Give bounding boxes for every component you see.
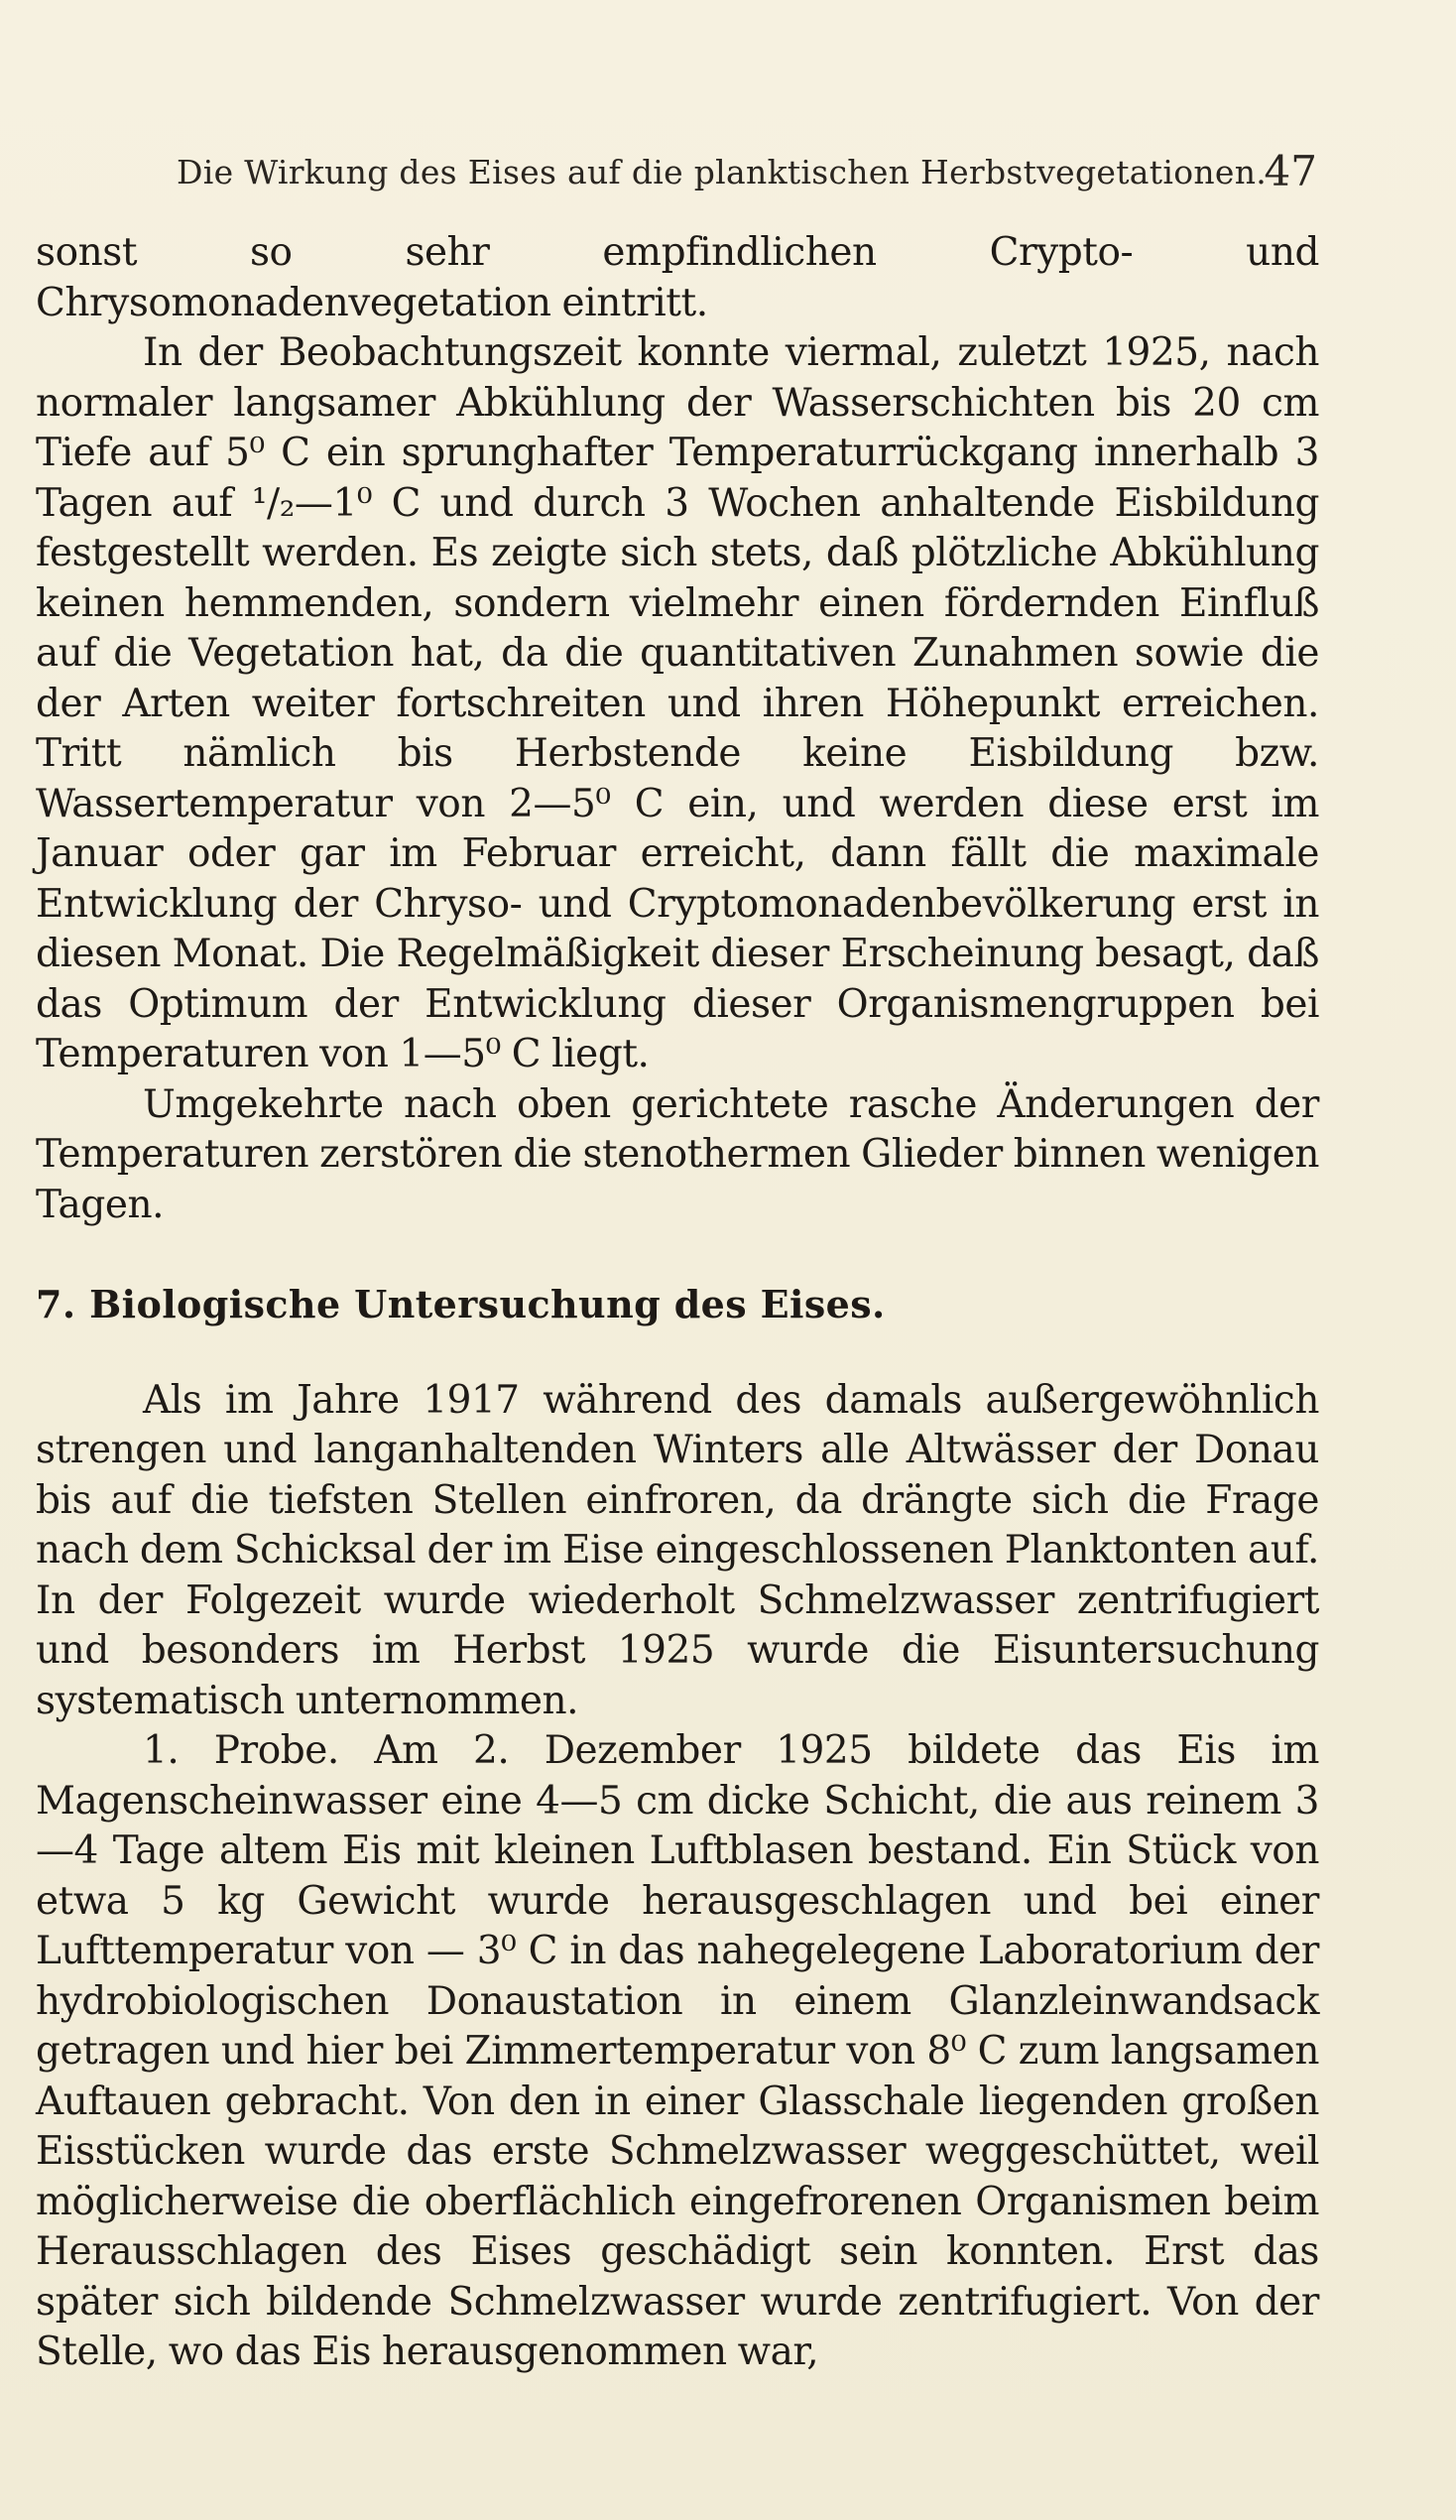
section-heading: 7. Biologische Untersuchung des Eises. bbox=[36, 1282, 886, 1326]
paragraph-sample-1: 1. Probe. Am 2. Dezember 1925 bildete das Eis im Magenscheinwasser eine 4—5 cm dicke Schicht, die aus reinem 3—4 Tage altem Eis mit kleinen Luftblasen bestand. Ein Stück von etwa 5 kg Gewicht wurde herausgeschlagen und bei einer Lufttemperatur von — 3⁰ C in das nahegelegene Laboratorium der hydrobiologischen Donaustation in einem Glanzleinwandsack getragen und hier bei Zimmertemperatur von 8⁰ C zum langsamen Auftauen gebracht. Von den in einer Glasschale liegenden großen Eisstücken wurde das erste Schmelzwasser weggeschüttet, weil möglicherweise die oberflächlich eingefrorenen Organismen beim Herausschlagen des Eises geschädigt sein konnten. Erst das später sich bildende Schmelzwasser wurde zentrifugiert. Von der Stelle, wo das Eis herausgenommen war, bbox=[36, 1728, 1319, 2374]
running-title: Die Wirkung des Eises auf die planktischen Herbstvegetationen. bbox=[177, 153, 1268, 191]
paragraph-continuation: sonst so sehr empfindlichen Crypto- und Chrysomonadenvegetation eintritt. bbox=[36, 230, 1319, 325]
page-number: 47 bbox=[1264, 147, 1317, 195]
paragraph-observation: In der Beobachtungszeit konnte viermal, zuletzt 1925, nach normaler langsamer Abkühlung der Wasserschichten bis 20 cm Tiefe auf 5⁰ C ein sprunghafter Temperaturrückgang innerhalb 3 Tagen auf ¹/₂—1⁰ C und durch 3 Wochen anhaltende Eisbildung festgestellt werden. Es zeigte sich stets, daß plötzliche Abkühlung keinen hemmenden, sondern vielmehr einen fördernden Einfluß auf die Vegetation hat, da die quantitativen Zunahmen sowie die der Arten weiter fortschreiten und ihren Höhepunkt erreichen. Tritt nämlich bis Herbstende keine Eisbildung bzw. Wassertemperatur von 2—5⁰ C ein, und werden diese erst im Januar oder gar im Februar erreicht, dann fällt die maximale Entwicklung der Chryso- und Cryptomonadenbevölkerung erst in diesen Monat. Die Regelmäßigkeit dieser Erscheinung besagt, daß das Optimum der Entwicklung dieser Organismengruppen bei Temperaturen von 1—5⁰ C liegt. bbox=[36, 330, 1319, 1076]
page-body bbox=[36, 228, 1319, 2378]
paragraph-ice-history: Als im Jahre 1917 während des damals außergewöhnlich strengen und langanhaltenden Winters alle Altwässer der Donau bis auf die tiefsten Stellen einfroren, da drängte sich die Frage nach dem Schicksal der im Eise eingeschlossenen Planktonten auf. In der Folgezeit wurde wiederholt Schmelzwasser zentrifugiert und besonders im Herbst 1925 wurde die Eisuntersuchung systematisch unternommen. bbox=[36, 1377, 1319, 1723]
page-header bbox=[177, 147, 1317, 202]
paragraph-temperature-changes: Umgekehrte nach oben gerichtete rasche Änderungen der Temperaturen zerstören die stenothermen Glieder binnen wenigen Tagen. bbox=[36, 1081, 1319, 1227]
